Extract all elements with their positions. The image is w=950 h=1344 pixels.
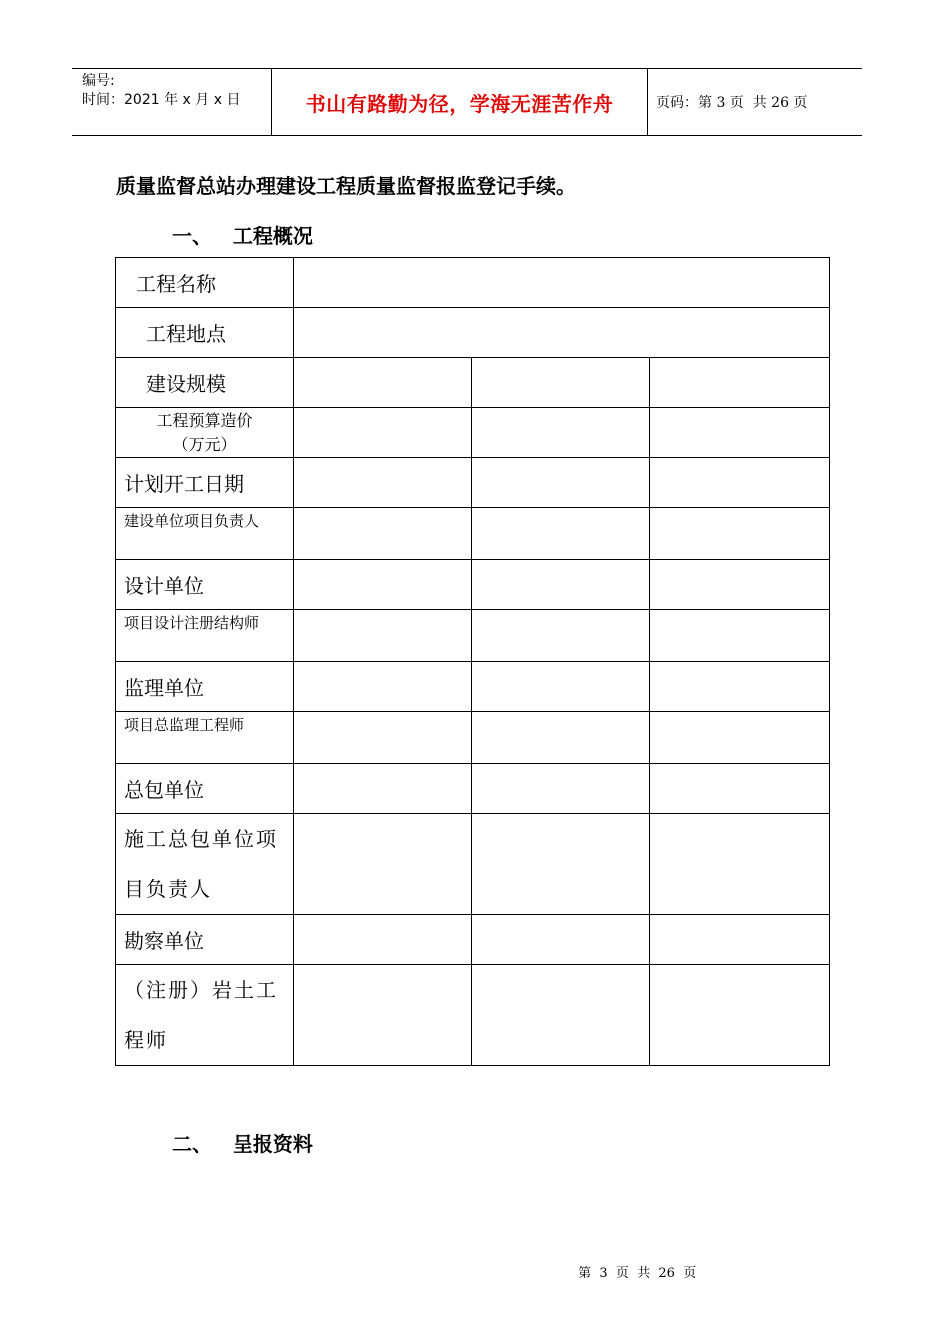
table-row (116, 662, 830, 712)
table-row (116, 712, 830, 764)
header-motto: 书山有路勤为径，学海无涯苦作舟 (272, 69, 648, 135)
project-location-cell[interactable] (294, 308, 830, 358)
geo-engineer-line2: 程师 (124, 1028, 168, 1052)
budget-line2: （万元） (172, 434, 237, 454)
table-cell[interactable] (294, 610, 472, 662)
label-planned-start: 计划开工日期 (116, 458, 294, 508)
contractor-manager-line1: 施工总包单位项 (124, 827, 278, 851)
label-general-contractor: 总包单位 (116, 764, 294, 814)
footer-page-number: 第 3 页 共 26 页 (578, 1266, 697, 1281)
table-cell[interactable] (294, 508, 472, 560)
label-build-scale: 建设规模 (116, 358, 294, 408)
label-chief-supervisor: 项目总监理工程师 (116, 712, 294, 764)
table-cell[interactable] (650, 965, 830, 1066)
table-cell[interactable] (472, 712, 650, 764)
table-cell[interactable] (294, 814, 472, 915)
table-cell[interactable] (294, 408, 472, 458)
section1-title: 一、 工程概况 (172, 224, 313, 248)
serial-label: 编号: (82, 73, 115, 89)
table-cell[interactable] (650, 508, 830, 560)
table-cell[interactable] (472, 358, 650, 408)
table-row (116, 258, 830, 308)
section2-title: 二、 呈报资料 (172, 1132, 313, 1156)
table-cell[interactable] (472, 662, 650, 712)
table-cell[interactable] (294, 764, 472, 814)
table-cell[interactable] (650, 458, 830, 508)
table-cell[interactable] (650, 662, 830, 712)
table-cell[interactable] (650, 764, 830, 814)
table-cell[interactable] (650, 408, 830, 458)
label-design-unit: 设计单位 (116, 560, 294, 610)
table-row (116, 358, 830, 408)
table-cell[interactable] (472, 764, 650, 814)
table-cell[interactable] (472, 508, 650, 560)
table-row (116, 915, 830, 965)
table-cell[interactable] (650, 560, 830, 610)
project-overview-table (115, 257, 830, 1066)
header-meta (72, 69, 272, 135)
date-text: 时间：2021 年 x 月 x 日 (82, 92, 241, 108)
label-budget (116, 408, 294, 458)
label-project-location: 工程地点 (116, 308, 294, 358)
table-cell[interactable] (294, 915, 472, 965)
table-row (116, 308, 830, 358)
table-cell[interactable] (650, 712, 830, 764)
table-cell[interactable] (294, 560, 472, 610)
table-row (116, 610, 830, 662)
table-cell[interactable] (650, 915, 830, 965)
label-contractor-manager (116, 814, 294, 915)
label-design-engineer: 项目设计注册结构师 (116, 610, 294, 662)
table-cell[interactable] (472, 610, 650, 662)
label-geo-engineer (116, 965, 294, 1066)
table-cell[interactable] (472, 915, 650, 965)
budget-line1: 工程预算造价 (156, 410, 253, 430)
contractor-manager-line2: 目负责人 (124, 877, 212, 901)
table-row (116, 560, 830, 610)
header-page-info (648, 69, 862, 135)
table-cell[interactable] (650, 814, 830, 915)
label-owner-manager: 建设单位项目负责人 (116, 508, 294, 560)
table-cell[interactable] (472, 814, 650, 915)
table-row (116, 408, 830, 458)
table-row (116, 508, 830, 560)
label-project-name: 工程名称 (116, 258, 294, 308)
page-footer (0, 1247, 950, 1281)
table-cell[interactable] (294, 712, 472, 764)
table-cell[interactable] (294, 458, 472, 508)
table-cell[interactable] (650, 358, 830, 408)
table-row (116, 458, 830, 508)
table-cell[interactable] (472, 965, 650, 1066)
intro-text: 质量监督总站办理建设工程质量监督报监登记手续。 (116, 174, 576, 198)
page-info-text: 页码：第 3 页 共 26 页 (656, 95, 808, 111)
project-name-cell[interactable] (294, 258, 830, 308)
table-cell[interactable] (472, 560, 650, 610)
table-cell[interactable] (472, 458, 650, 508)
table-row (116, 764, 830, 814)
table-row (116, 814, 830, 915)
table-cell[interactable] (294, 662, 472, 712)
label-survey-unit: 勘察单位 (116, 915, 294, 965)
table-cell[interactable] (294, 965, 472, 1066)
table-cell[interactable] (472, 408, 650, 458)
table-cell[interactable] (650, 610, 830, 662)
page-header (72, 68, 862, 136)
label-supervision-unit: 监理单位 (116, 662, 294, 712)
table-cell[interactable] (294, 358, 472, 408)
geo-engineer-line1: （注册）岩土工 (124, 978, 278, 1002)
table-row (116, 965, 830, 1066)
